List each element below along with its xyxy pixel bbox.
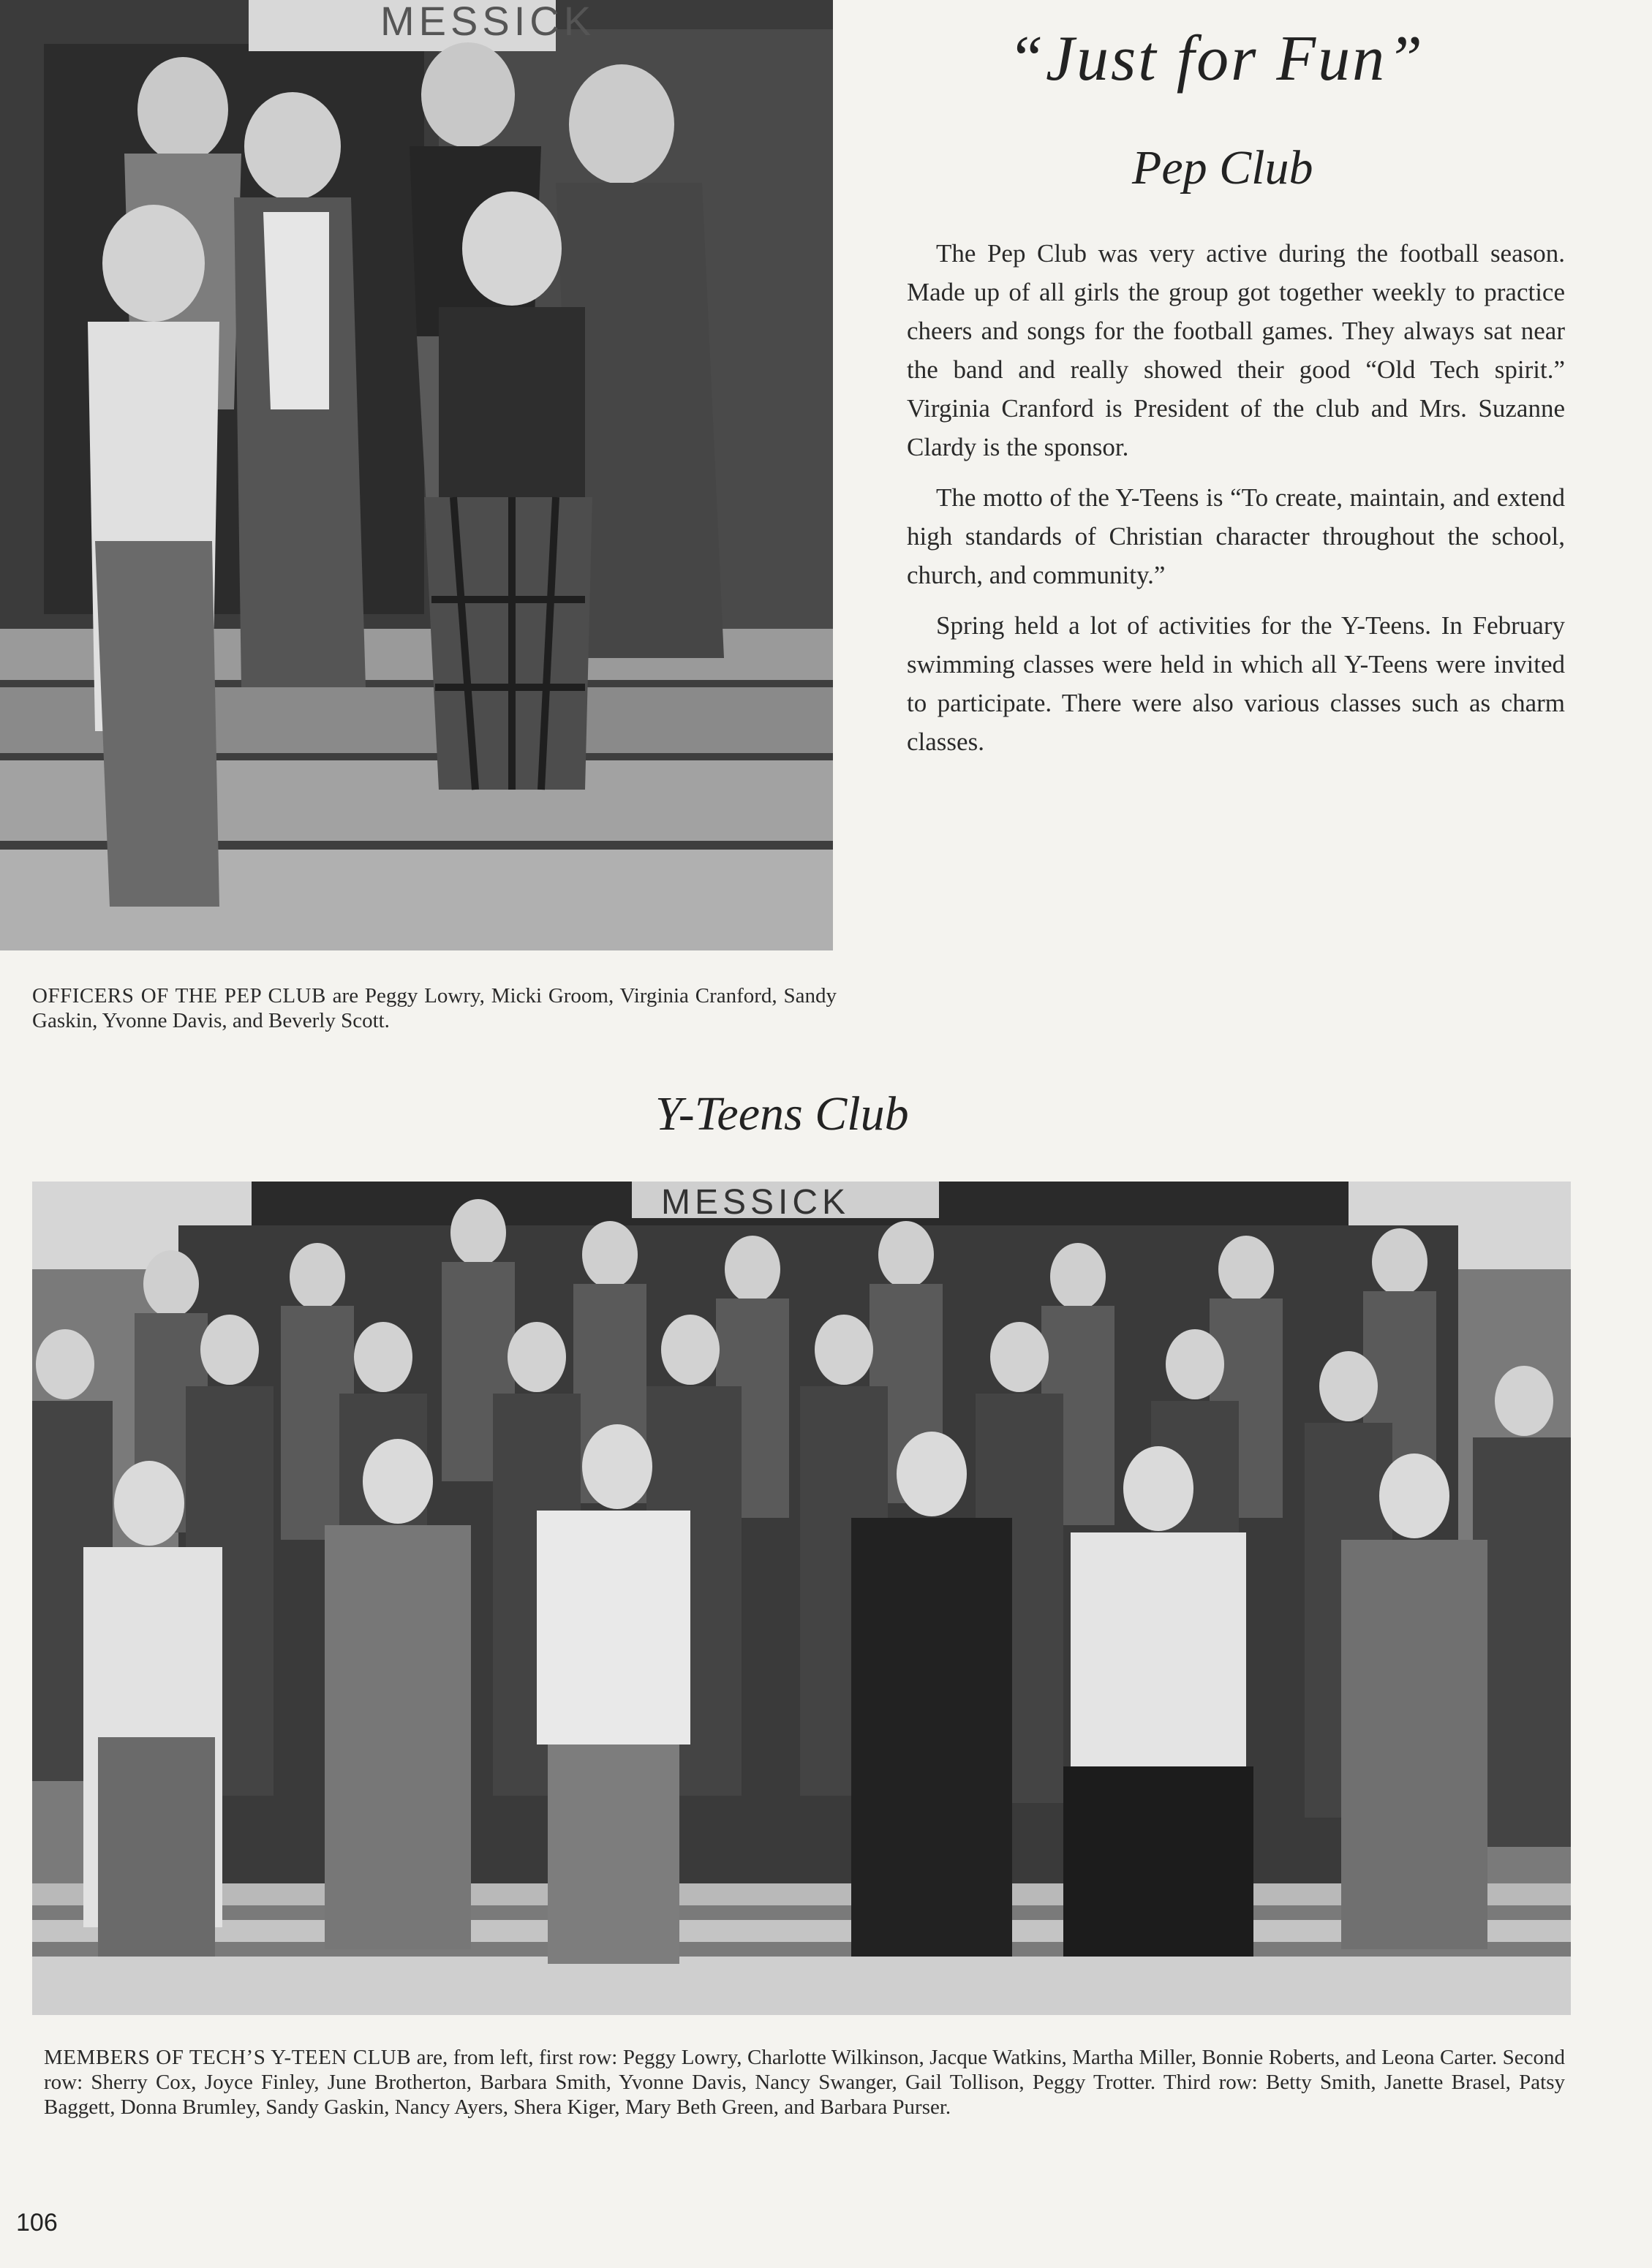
y-teens-photo-sign: MESSICK: [661, 1183, 850, 1222]
page-title: “Just for Fun”: [1008, 23, 1425, 94]
page-number: 106: [16, 2209, 58, 2237]
pep-club-article: [907, 234, 1565, 773]
pep-photo-sign: MESSICK: [380, 0, 596, 44]
y-teens-caption: [44, 2045, 1565, 2120]
y-teens-caption-lead: MEMBERS OF TECH’S Y-TEEN CLUB: [44, 2046, 412, 2069]
y-teens-caption-text: are, from left, first row: Peggy Lowry, Charlotte Wilkinson, Jacque Watkins, Martha Miller, Bonnie Roberts, and Leona Carter. Second row: Sherry Cox, Joyce Finley, June Brotherton, Barbara Smith, Yvonne Davis, Nancy Swanger, Gail Tollison, Peggy Trotter. Third row: Betty Smith, Janette Brasel, Patsy Baggett, Donna Brumley, Sandy Gaskin, Nancy Ayers, Shera Kiger, Mary Beth Green, and Barbara Purser.: [44, 2046, 1566, 2119]
y-teens-club-photo: [32, 1182, 1571, 2015]
y-teens-heading: Y-Teens Club: [655, 1087, 909, 1141]
pep-club-officers-photo: [0, 0, 833, 950]
pep-club-caption-lead: OFFICERS OF THE PEP CLUB: [32, 984, 326, 1008]
pep-club-caption-text: are Peggy Lowry, Micki Groom, Virginia Cranford, Sandy Gaskin, Yvonne Davis, and Beverly Scott.: [32, 984, 837, 1032]
y-teens-motto-paragraph: The motto of the Y-Teens is “To create, maintain, and extend high standards of Christian character throughout the school, church, and community.”: [907, 483, 1565, 589]
y-teens-spring-paragraph: Spring held a lot of activities for the Y-Teens. In February swimming classes were held in which all Y-Teens were invited to participate. There were also various classes such as charm classes.: [907, 611, 1565, 756]
pep-club-paragraph: The Pep Club was very active during the football season. Made up of all girls the group got together weekly to practice cheers and songs for the football games. They always sat near the band and really showed their good “Old Tech spirit.” Virginia Cranford is President of the club and Mrs. Suzanne Clardy is the sponsor.: [907, 239, 1565, 461]
pep-club-heading: Pep Club: [1132, 141, 1313, 194]
pep-club-caption: [32, 983, 837, 1033]
